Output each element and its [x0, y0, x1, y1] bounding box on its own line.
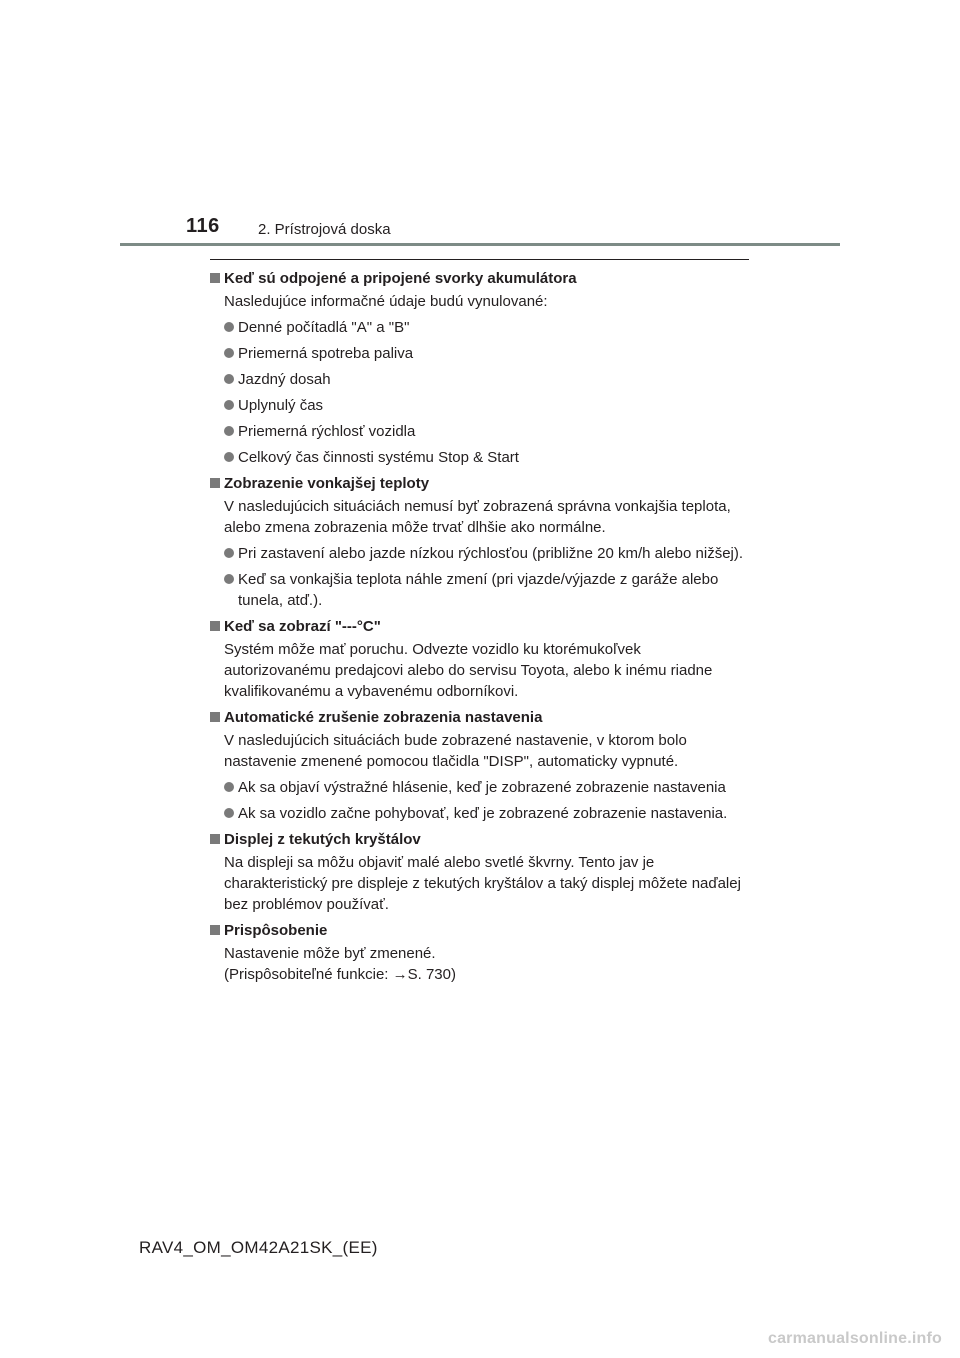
section-text: Nasledujúce informačné údaje budú vynulované:: [224, 293, 548, 310]
section-text: Systém môže mať poruchu. Odvezte vozidlo ku ktorémukoľvek autorizovanému predajcovi alebo do servisu Toyota, alebo k inému riadne kvalifikovanému a vybavenému odborníkovi.: [224, 641, 713, 700]
cross-reference[interactable]: (Prispôsobiteľné funkcie: →S. 730): [224, 966, 456, 983]
section-text: Nastavenie môže byť zmenené.: [224, 945, 436, 962]
square-bullet-icon: [210, 712, 220, 722]
page-number: 116: [186, 215, 220, 237]
circle-bullet-icon: [224, 374, 234, 384]
list-item: Denné počítadlá "A" a "B": [210, 317, 750, 338]
section-text: V nasledujúcich situáciách bude zobrazené nastavenie, v ktorom bolo nastavenie zmenené pomocou tlačidla "DISP", automaticky vypnuté.: [224, 732, 687, 770]
circle-bullet-icon: [224, 574, 234, 584]
section-heading: Keď sú odpojené a pripojené svorky akumulátora: [210, 268, 750, 289]
list-item: Keď sa vonkajšia teplota náhle zmení (pri vjazde/výjazde z garáže alebo tunela, atď.).: [210, 569, 750, 611]
section-heading: Automatické zrušenie zobrazenia nastavenia: [210, 707, 750, 728]
list-item: Jazdný dosah: [210, 369, 750, 390]
watermark: carmanualsonline.info: [767, 1330, 942, 1347]
page-content: [210, 268, 750, 985]
square-bullet-icon: [210, 478, 220, 488]
list-item: Uplynulý čas: [210, 395, 750, 416]
circle-bullet-icon: [224, 426, 234, 436]
circle-bullet-icon: [224, 322, 234, 332]
circle-bullet-icon: [224, 348, 234, 358]
list-item: Priemerná spotreba paliva: [210, 343, 750, 364]
section-text: Na displeji sa môžu objaviť malé alebo svetlé škvrny. Tento jav je charakteristický pre displeje z tekutých kryštálov a taký displej môžete naďalej bez problémov používať.: [224, 854, 741, 913]
document-code: RAV4_OM_OM42A21SK_(EE): [139, 1238, 378, 1257]
section-divider: [210, 259, 749, 260]
section-heading: Displej z tekutých kryštálov: [210, 829, 750, 850]
circle-bullet-icon: [224, 548, 234, 558]
list-item: Ak sa objaví výstražné hlásenie, keď je zobrazené zobrazenie nastavenia: [210, 777, 750, 798]
circle-bullet-icon: [224, 782, 234, 792]
circle-bullet-icon: [224, 808, 234, 818]
circle-bullet-icon: [224, 400, 234, 410]
list-item: Priemerná rýchlosť vozidla: [210, 421, 750, 442]
square-bullet-icon: [210, 834, 220, 844]
square-bullet-icon: [210, 621, 220, 631]
square-bullet-icon: [210, 925, 220, 935]
header-divider: [120, 243, 840, 246]
list-item: Celkový čas činnosti systému Stop & Start: [210, 447, 750, 468]
list-item: Ak sa vozidlo začne pohybovať, keď je zobrazené zobrazenie nastavenia.: [210, 803, 750, 824]
square-bullet-icon: [210, 273, 220, 283]
section-heading: Prispôsobenie: [210, 920, 750, 941]
section-heading: Keď sa zobrazí "---°C": [210, 616, 750, 637]
circle-bullet-icon: [224, 452, 234, 462]
chapter-title: 2. Prístrojová doska: [258, 221, 391, 238]
section-heading: Zobrazenie vonkajšej teploty: [210, 473, 750, 494]
section-text: V nasledujúcich situáciách nemusí byť zobrazená správna vonkajšia teplota, alebo zmena zobrazenia môže trvať dlhšie ako normálne.: [224, 498, 731, 536]
list-item: Pri zastavení alebo jazde nízkou rýchlosťou (približne 20 km/h alebo nižšej).: [210, 543, 750, 564]
